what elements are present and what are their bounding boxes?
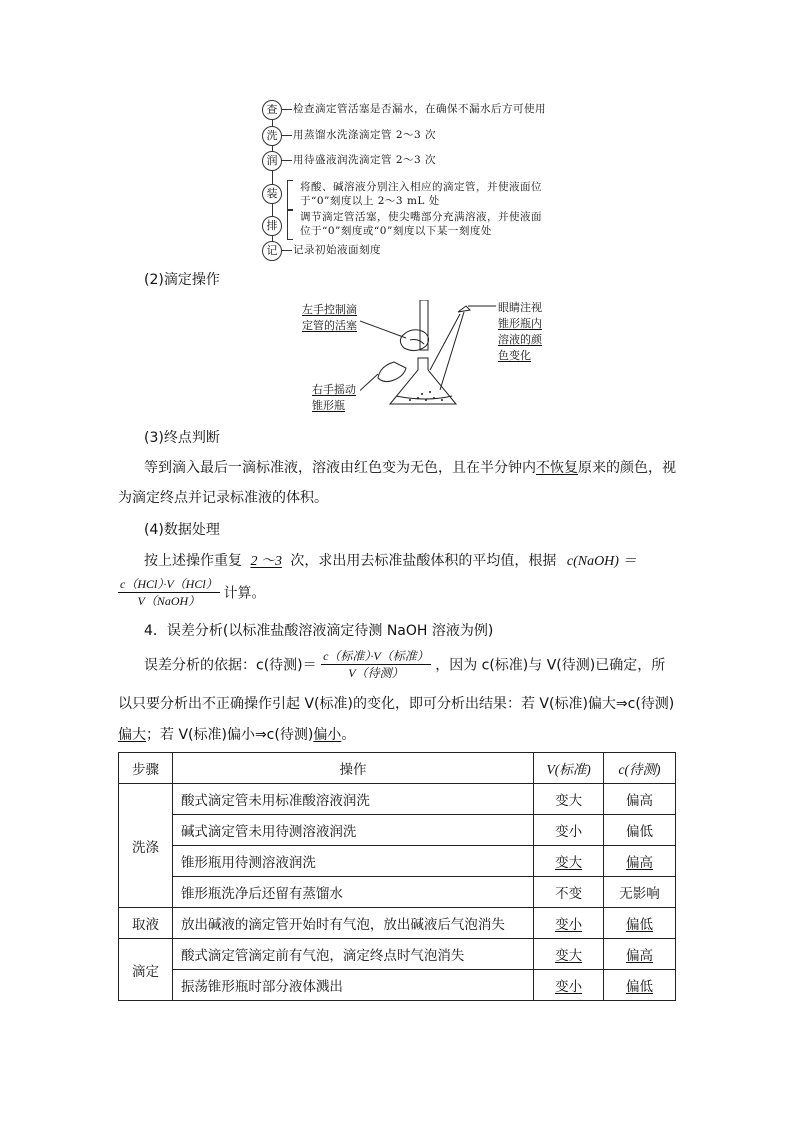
endpoint-paragraph-line1: 等到滴入最后一滴标准液，溶液由红色变为无色，且在半分钟内不恢复原来的颜色，视 bbox=[144, 460, 676, 476]
step-circle: 润 bbox=[262, 151, 282, 171]
step-text: 检查滴定管活塞是否漏水，在确保不漏水后方可使用 bbox=[293, 103, 546, 115]
step-circle: 查 bbox=[262, 100, 282, 120]
v-cell: 变小 bbox=[534, 908, 604, 939]
figure-label-right-hand: 右手摇动 锥形瓶 bbox=[312, 383, 356, 412]
step-circle: 排 bbox=[262, 216, 282, 236]
v-cell: 变小 bbox=[534, 970, 604, 1001]
error-basis-line3: 偏大；若 V(标准)偏小⇒c(待测)偏小。 bbox=[118, 727, 356, 743]
data-formula-fraction: c（HCl）·V（HCl） V（NaOH） 计算。 bbox=[120, 577, 266, 608]
step-text-2: 于“0”刻度以上 2～3 mL 处 bbox=[300, 195, 440, 207]
operation-cell: 锥形瓶洗净后还留有蒸馏水 bbox=[172, 877, 533, 908]
section-heading-error: 4．误差分析(以标准盐酸溶液滴定待测 NaOH 溶液为例) bbox=[144, 623, 494, 639]
step-text: 记录初始液面刻度 bbox=[293, 244, 381, 256]
v-cell: 变大 bbox=[534, 846, 604, 877]
eye-icon bbox=[458, 306, 470, 312]
burette-icon bbox=[420, 300, 428, 350]
right-hand-icon bbox=[378, 362, 406, 382]
header-step: 步骤 bbox=[119, 753, 173, 784]
step-cell: 滴定 bbox=[119, 939, 173, 1001]
error-basis-line2: 以只要分析出不正确操作引起 V(标准)的变化，即可分析出结果：若 V(标准)偏大⇒c(待测) bbox=[118, 696, 675, 712]
step-text: 将酸、碱溶液分别注入相应的滴定管，并使液面位 bbox=[300, 181, 542, 193]
c-cell: 偏低 bbox=[604, 815, 676, 846]
step-text: 调节滴定管活塞，使尖嘴部分充满溶液，并使液面 bbox=[300, 211, 542, 223]
c-cell: 无影响 bbox=[604, 877, 676, 908]
c-cell: 偏高 bbox=[604, 784, 676, 815]
v-cell: 变大 bbox=[534, 939, 604, 970]
step-circle: 记 bbox=[262, 241, 282, 261]
operation-cell: 振荡锥形瓶时部分液体溅出 bbox=[172, 970, 533, 1001]
step-cell: 洗涤 bbox=[119, 784, 173, 908]
step-text: 用待盛液润洗滴定管 2～3 次 bbox=[293, 154, 437, 166]
table-row bbox=[119, 908, 676, 939]
table-row bbox=[119, 784, 676, 815]
operation-cell: 锥形瓶用待测溶液润洗 bbox=[172, 846, 533, 877]
operation-cell: 放出碱液的滴定管开始时有气泡，放出碱液后气泡消失 bbox=[172, 908, 533, 939]
operation-cell: 碱式滴定管未用待测溶液润洗 bbox=[172, 815, 533, 846]
step-circle: 洗 bbox=[262, 126, 282, 146]
step-text-2: 位于“0”刻度或“0”刻度以下某一刻度处 bbox=[300, 225, 492, 237]
c-cell: 偏高 bbox=[604, 846, 676, 877]
header-c-test: c(待测) bbox=[604, 753, 676, 784]
flow-step-fill bbox=[262, 181, 602, 207]
c-cell: 偏低 bbox=[604, 970, 676, 1001]
c-cell: 偏低 bbox=[604, 908, 676, 939]
v-cell: 变大 bbox=[534, 784, 604, 815]
figure-label-left-hand: 左手控制滴 定管的活塞 bbox=[302, 303, 357, 332]
table-row bbox=[119, 939, 676, 970]
header-operation: 操作 bbox=[172, 753, 533, 784]
flow-step-drain bbox=[262, 211, 602, 238]
header-v-standard: V(标准) bbox=[534, 753, 604, 784]
left-hand-icon bbox=[400, 330, 428, 351]
step-circle: 装 bbox=[262, 184, 282, 204]
operation-cell: 酸式滴定管未用标准酸溶液润洗 bbox=[172, 784, 533, 815]
preparation-flow bbox=[262, 100, 602, 262]
step-cell: 取液 bbox=[119, 908, 173, 939]
section-heading-data: (4)数据处理 bbox=[144, 522, 220, 538]
step-text: 用蒸馏水洗涤滴定管 2～3 次 bbox=[293, 129, 437, 141]
c-cell: 偏高 bbox=[604, 939, 676, 970]
endpoint-paragraph-line2: 为滴定终点并记录标准液的体积。 bbox=[118, 490, 328, 506]
section-heading-titration: (2)滴定操作 bbox=[144, 272, 220, 288]
v-cell: 变小 bbox=[534, 815, 604, 846]
v-cell: 不变 bbox=[534, 877, 604, 908]
table-row bbox=[119, 846, 676, 877]
section-heading-endpoint: (3)终点判断 bbox=[144, 430, 220, 446]
error-analysis-table bbox=[118, 752, 676, 1001]
table-row bbox=[119, 815, 676, 846]
table-row bbox=[119, 970, 676, 1001]
table-header-row bbox=[119, 753, 676, 784]
table-row bbox=[119, 877, 676, 908]
operation-cell: 酸式滴定管滴定前有气泡，滴定终点时气泡消失 bbox=[172, 939, 533, 970]
error-basis-line: 误差分析的依据：c(待测)＝ c（标准）·V（标准） V（待测） ，因为 c(标准)与 V(待测)已确定，所 bbox=[144, 649, 666, 680]
titration-illustration bbox=[360, 300, 500, 415]
figure-label-eyes: 眼睛注视 锥形瓶内 溶液的颜 色变化 bbox=[498, 301, 542, 362]
data-paragraph-line1: 按上述操作重复 2 ～3 次，求出用去标准盐酸体积的平均值，根据 c(NaOH) ＝ bbox=[144, 553, 637, 569]
